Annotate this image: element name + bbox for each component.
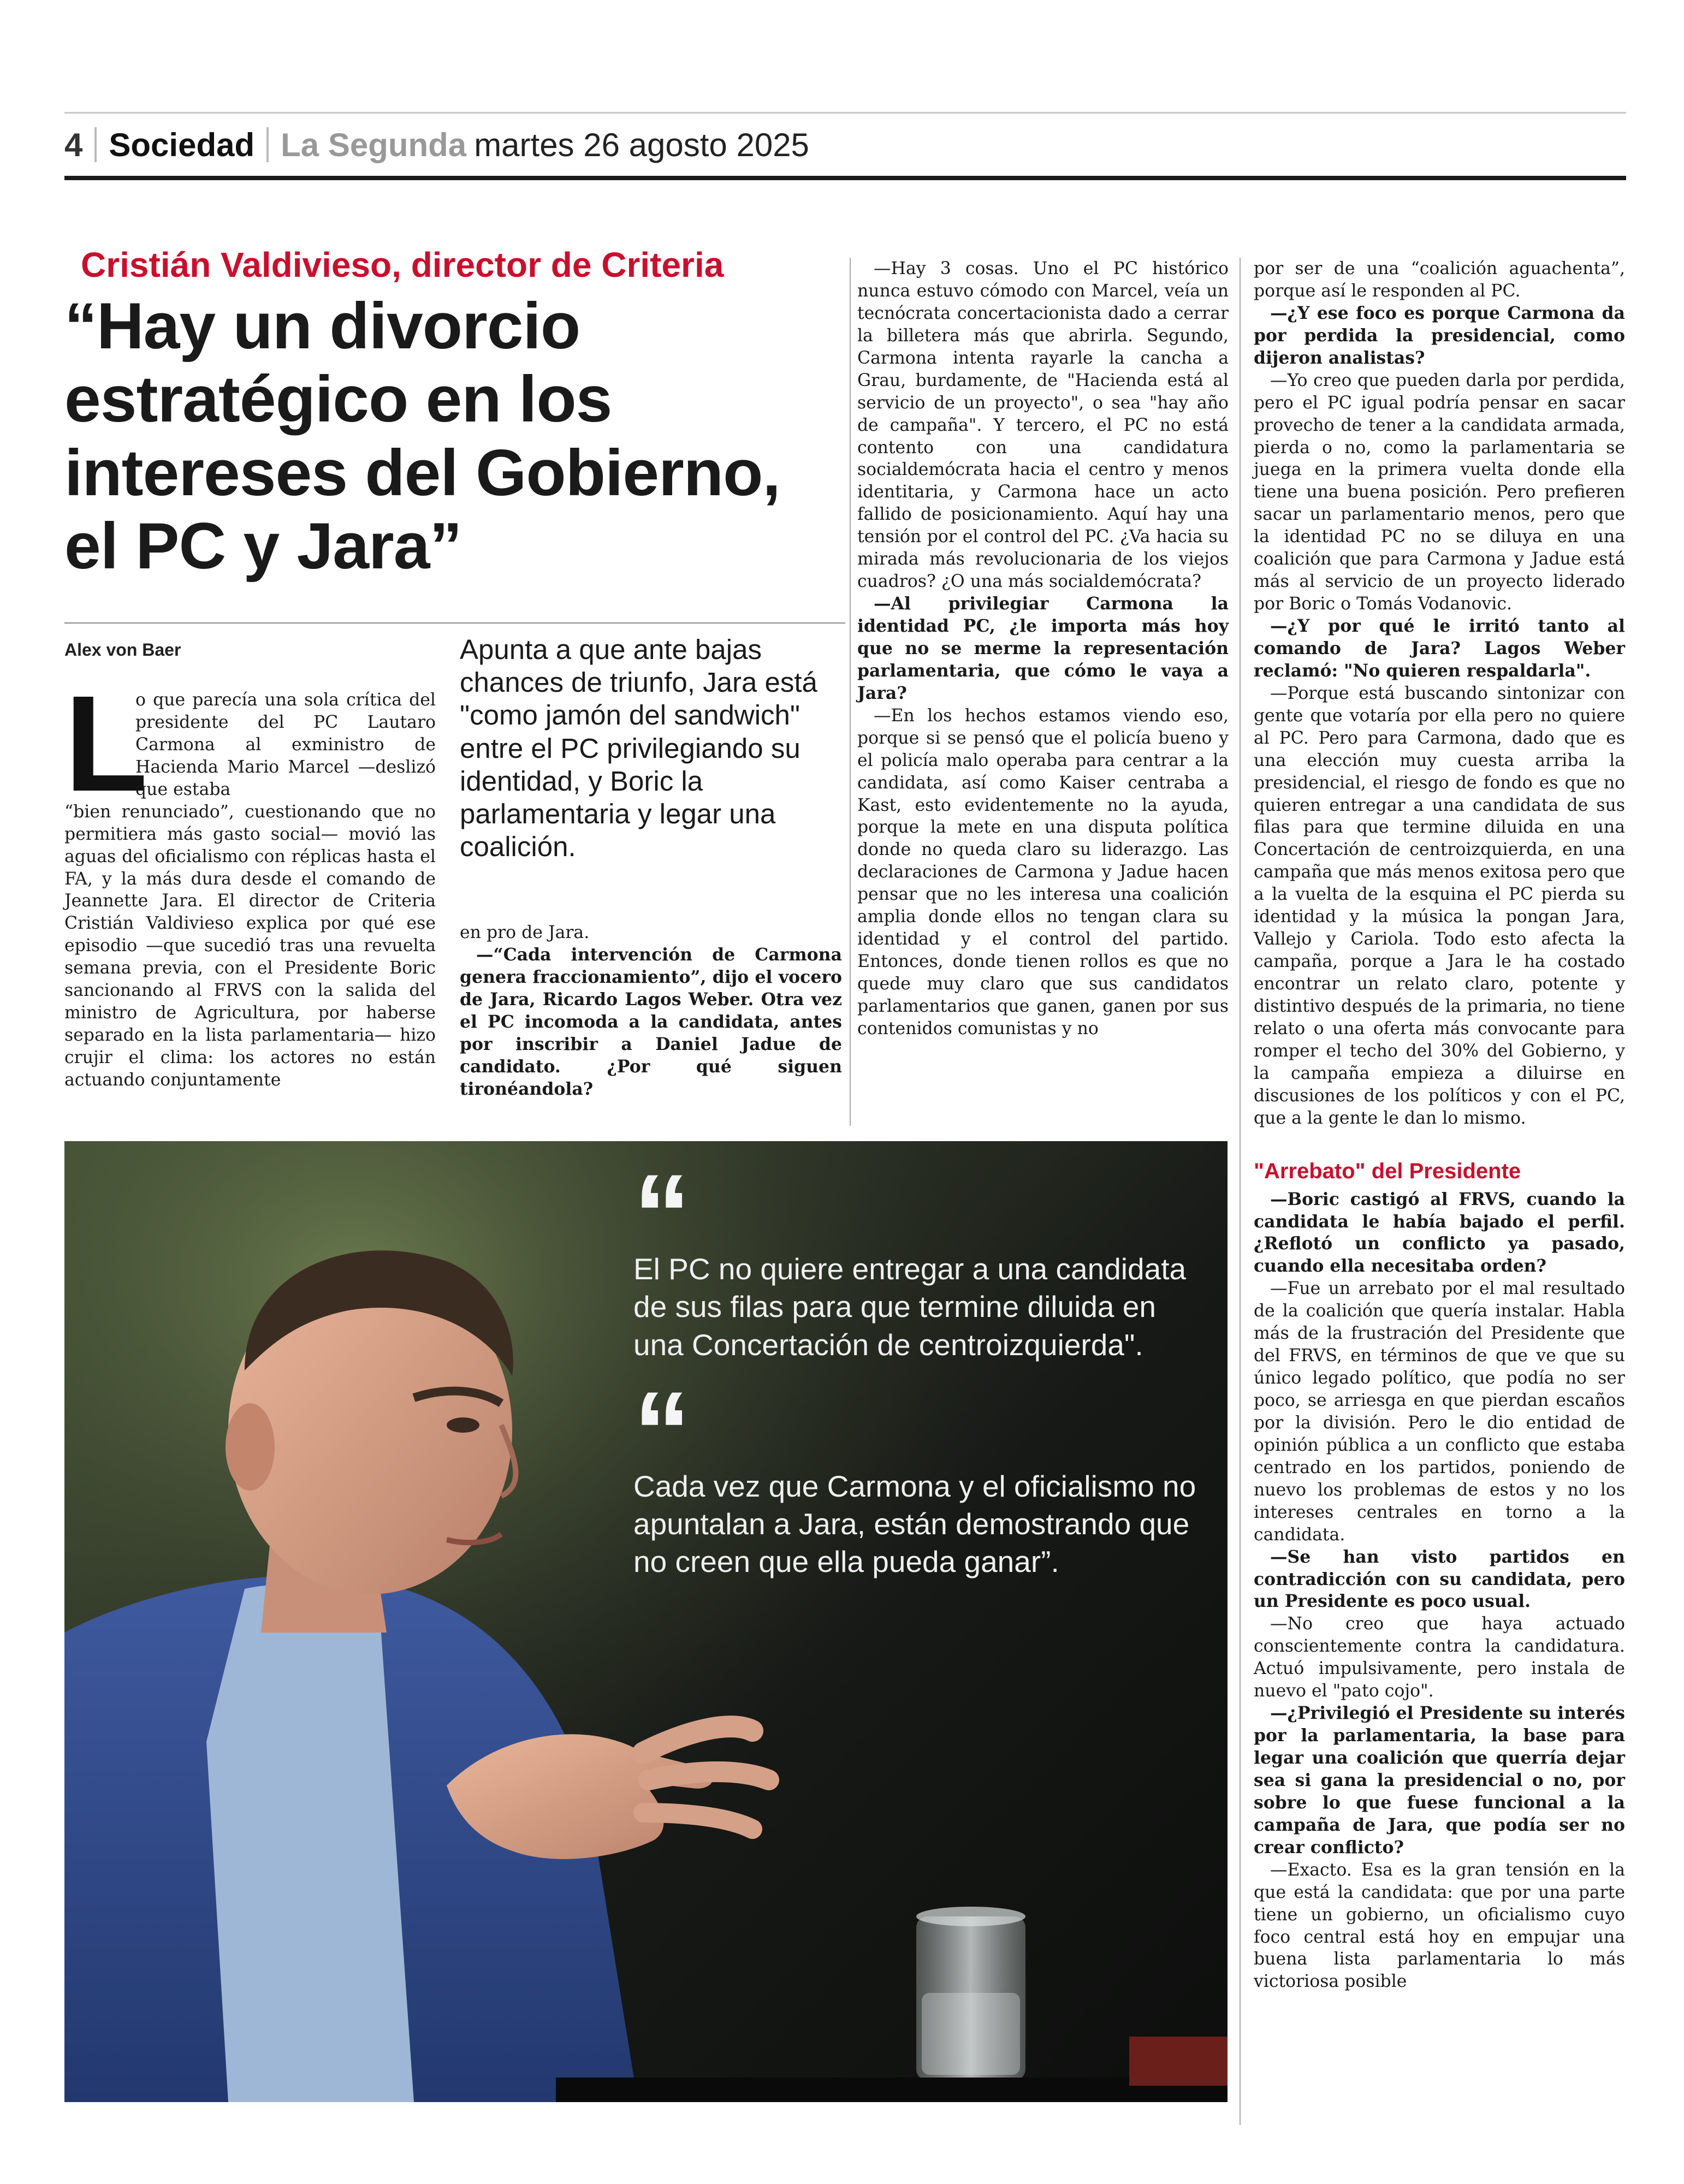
body-paragraph: por ser de una “coalición aguachenta”, porque así le responden al PC.: [1254, 259, 1625, 301]
pull-quote: Apunta a que ante bajas chances de triunfo, Jara está "como jamón del sandwich" entre el PC privilegiando su identidad, y Boric la parlamentaria y legar una coalición.: [460, 634, 817, 863]
quote-mark-icon: “: [633, 1367, 691, 1496]
lead-paragraph-start: o que parecía una sola crítica del presidente del PC Lautaro Carmona al exministro de Hacienda Mario Marcel —deslizó que estaba: [135, 690, 436, 799]
issue-date: martes 26 agosto 2025: [474, 126, 809, 163]
header-divider: [266, 127, 269, 162]
article-kicker: Cristián Valdivieso, director de Criteria: [81, 245, 724, 284]
article-column-1: [64, 667, 436, 1091]
interview-question: —“Cada intervención de Carmona genera fraccionamiento”, dijo el vocero de Jara, Ricardo Lagos Weber. Otra vez el PC incomoda a la candidata, antes por inscribir a Daniel Jadue de candidato. ¿Por qué siguen tironéandola?: [460, 944, 842, 1099]
article-byline: Alex von Baer: [64, 640, 181, 660]
publication-name: La Segunda: [281, 126, 467, 163]
column-divider: [1240, 258, 1241, 2125]
body-paragraph: —Fue un arrebato por el mal resultado de la coalición que quería instalar. Habla más de la frustración del Presidente que del FRVS, en términos de que ve que su único legado político, que podía no ser poco, se arriesga en que pierdan escaños por la división. Pero le dio entidad de opinión pública a un conflicto que estaba centrado en los partidos, poniendo de nuevo los problemas de estos y no los intereses centrales en torno a la candidata.: [1254, 1279, 1625, 1545]
photo-quotes: [633, 1150, 1207, 1581]
section-name: Sociedad: [109, 126, 255, 163]
interview-question: —¿Y ese foco es porque Carmona da por perdida la presidencial, como dijeron analistas?: [1254, 302, 1625, 368]
body-paragraph: —Yo creo que pueden darla por perdida, pero el PC igual podría pensar en sacar provecho de tener a la candidata armada, pierda o no, como la parlamentaria se juega en la primera vuelta donde ella tiene una buena posición. Pero prefieren sacar un parlamentario menos, pero que la identidad PC no se diluya en una coalición que para Carmona y Jadue está más al servicio de un proyecto liderado por Boric o Tomás Vodanovic.: [1254, 370, 1625, 614]
interview-question: —Boric castigó al FRVS, cuando la candidata le había bajado el perfil. ¿Reflotó un conflicto ya pasado, cuando ella necesitaba orden?: [1254, 1189, 1625, 1277]
interview-question: —¿Privilegió el Presidente su interés por la parlamentaria, la base para legar una coalición que querría dejar sea si gana la presidencial o no, por sobre lo que fuese funcional a la campaña de Jara, que podía ser no crear conflicto?: [1254, 1703, 1625, 1857]
drop-cap: L: [64, 667, 148, 820]
page-number: 4: [64, 126, 83, 163]
headline-rule: [64, 622, 845, 624]
quote-mark-icon: “: [633, 1150, 691, 1279]
article-headline: “Hay un divorcio estratégico en los intereses del Gobierno, el PC y Jara”: [64, 289, 780, 583]
header-divider: [94, 127, 97, 162]
body-paragraph: —Porque está buscando sintonizar con gente que votaría por ella pero no quiere al PC. Pero para Carmona, dado que es una elección muy cuesta arriba la presidencial, el riesgo de fondo es que no quieren entregar a una candidata de sus filas para que termine diluida en una Concertación de centroizquierda, en una campaña que más menos exitosa pero que a la vuelta de la esquina el PC pierda su identidad y la música la pongan Jara, Vallejo y Cariola. Todo esto afecta la campaña, porque a Jara le ha costado encontrar un relato claro, potente y distintivo después de la primaria, no tiene relato o una oferta más convocante para romper el techo del 30% del Gobierno, y la campaña empieza a diluirse en discusiones de los políticos y con el PC, que a la gente le dan lo mismo.: [1254, 683, 1625, 1128]
body-paragraph: —En los hechos estamos viendo eso, porque si se pensó que el policía bueno y el policía malo operaba para centrar a la candidata, así como Kaiser centraba a Kast, esto evidentemente no la ayuda, porque la mete en una disputa política donde no queda claro su liderazgo. Las declaraciones de Carmona y Jadue hacen pensar que no les interesa una coalición amplia donde ellos no tengan clara su identidad y el control del partido. Entonces, donde tienen rollos es que no quede muy claro que sus candidatos parlamentarios que ganen, ganen por sus contenidos comunistas y no: [857, 705, 1229, 1038]
column-divider: [850, 258, 851, 1126]
photo-quote-2: Cada vez que Carmona y el oficialismo no apuntalan a Jara, están demostrando que no creen que ella pueda ganar”.: [633, 1469, 1196, 1579]
lead-paragraph-rest: “bien renunciado”, cuestionando que no permitiera más gasto social— movió las aguas del oficialismo con réplicas hasta el FA, y la más dura desde el comando de Jeannette Jara. El director de Criteria Cristián Valdivieso explica por qué ese episodio —que sucedió tras una revuelta semana previa, con el Presidente Boric sancionando al FRVS con la salida del ministro de Agricultura, por haberse separado en la lista parlamentaria— hizo crujir el clima: los actores no están actuando conjuntamente: [64, 802, 436, 1090]
body-paragraph: en pro de Jara.: [460, 923, 590, 942]
section-subhead: "Arrebato" del Presidente: [1254, 1159, 1521, 1183]
photo-quote-1: El PC no quiere entregar a una candidata de sus filas para que termine diluida en una Concertación de centroizquierda".: [633, 1252, 1187, 1362]
article-column-2: [460, 922, 842, 1101]
interview-question: —Al privilegiar Carmona la identidad PC, ¿le importa más hoy que no se merme la representación parlamentaria, que cómo le vaya a Jara?: [857, 594, 1229, 703]
header-bottom-rule: [64, 176, 1626, 180]
article-column-3: [857, 258, 1229, 1040]
body-paragraph: —Exacto. Esa es la gran tensión en la que está la candidata: que por una parte tiene un gobierno, un oficialismo cuyo foco central está hoy en empujar una buena lista parlamentaria lo más victoriosa posible: [1254, 1860, 1625, 1992]
body-paragraph: —No creo que haya actuado conscientemente contra la candidatura. Actuó impulsivamente, pero instala de nuevo el "pato cojo".: [1254, 1614, 1625, 1701]
page-header: [64, 117, 809, 172]
header-top-rule: [64, 112, 1626, 114]
interview-question: —¿Y por qué le irritó tanto al comando de Jara? Lagos Weber reclamó: "No quieren respaldarla".: [1254, 616, 1625, 681]
body-paragraph: —Hay 3 cosas. Uno el PC histórico nunca estuvo cómodo con Marcel, veía un tecnócrata concertacionista dado a cerrar la billetera más que abrirla. Segundo, Carmona intenta rayarle la cancha a Grau, burdamente, de "Hacienda está al servicio de un proyecto", o sea "hay año de campaña". Y tercero, el PC no está contento con una candidatura socialdemócrata hacia el centro y menos identitaria, y Carmona hace un acto fallido de posicionamiento. Aquí hay una tensión por el control del PC. ¿Va hacia su mirada más revolucionaria de los viejos cuadros? ¿O una más socialdemócrata?: [857, 259, 1229, 592]
interview-question: —Se han visto partidos en contradicción con su candidata, pero un Presidente es poco usual.: [1254, 1546, 1625, 1612]
article-column-4: [1254, 258, 1625, 1993]
